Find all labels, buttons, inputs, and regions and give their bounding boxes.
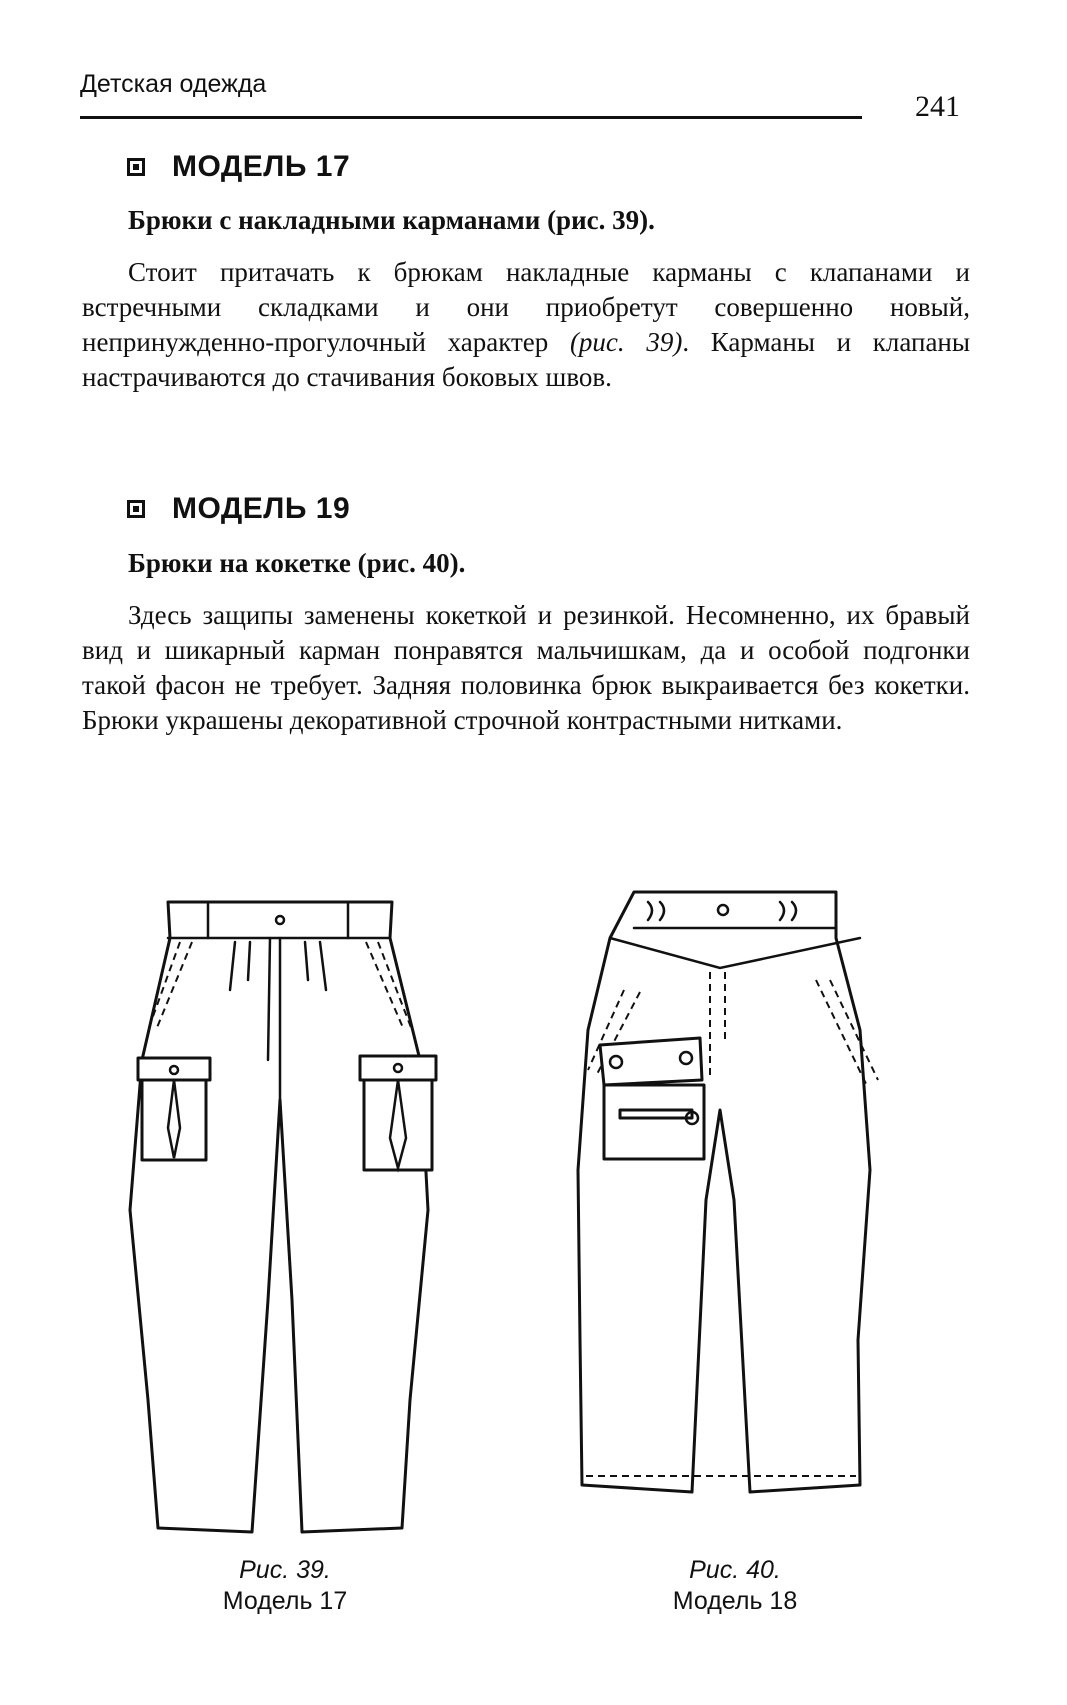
figure-label: Рис. 40. (689, 1556, 781, 1584)
trousers-model-17-illustration (120, 880, 450, 1540)
body-text: Стоит притачать к брюкам накладные карманы с клапанами и встречными складками и они приобретут совершенно новый, непринужденно-прогулочный характер (82, 257, 970, 357)
page-number: 241 (915, 90, 960, 123)
figure-reference: (рис. 39) (569, 327, 683, 357)
body-text: Здесь защипы заменены кокеткой и резинкой. Несомненно, их бравый вид и шикарный карман понравятся мальчишкам, да и особой подгонки такой фасон не требует. Задняя половинка брюк выкраивается без кокетки. Брюки украшены декоративной строчной контрастными нитками. (82, 600, 970, 735)
running-head: Детская одежда (80, 70, 267, 98)
bullet-icon (127, 500, 145, 518)
body-text: . Карманы и клапаны настрачиваются до стачивания боковых швов. (82, 327, 971, 392)
figure-label: Рис. 39. (239, 1556, 331, 1584)
section-body-model-19 (82, 598, 970, 738)
trousers-model-18-illustration (560, 880, 920, 1540)
header-rule (80, 116, 862, 119)
figure-40-caption (620, 1555, 850, 1617)
section-heading-model-17: МОДЕЛЬ 17 (172, 150, 351, 183)
section-subtitle-model-17: Брюки с накладными карманами (рис. 39). (128, 205, 655, 235)
section-subtitle-model-19: Брюки на кокетке (рис. 40). (128, 548, 466, 578)
section-heading-model-19: МОДЕЛЬ 19 (172, 492, 351, 525)
bullet-icon (127, 158, 145, 176)
figure-name: Модель 18 (672, 1587, 798, 1615)
figure-39-caption (170, 1555, 400, 1617)
section-body-model-17 (82, 255, 970, 395)
figure-name: Модель 17 (222, 1587, 348, 1615)
